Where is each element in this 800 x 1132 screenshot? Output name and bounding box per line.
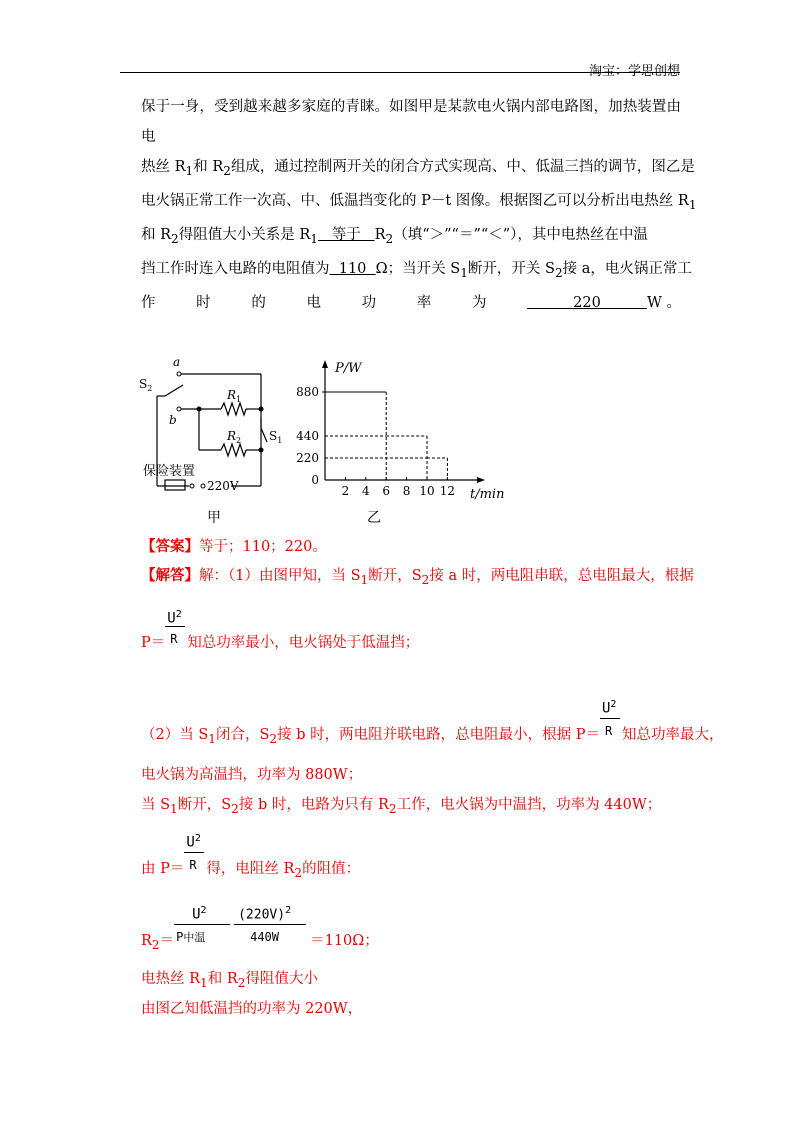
- analysis-line-1: 【解答】解：（1）由图甲知，当 $S_1$断开，$S_2$接 a 时，两电阻串联，总电阻最大，根据: [141, 567, 694, 587]
- analysis-line-3: （2）当 $S_1$闭合，$S_2$接 b 时，两电阻并联电路，总电阻最小，根据 P＝ $\frac{U^2}{R}$ 知总功率最大，: [141, 722, 723, 752]
- x-tick-label-6: 6: [382, 484, 391, 498]
- formula-u2-over-r-2: $\frac{U^2}{R}$: [600, 722, 622, 748]
- question-paragraph: [141, 92, 697, 318]
- x-tick-label-8: 8: [402, 484, 411, 498]
- label-r1: $R_1$: [227, 388, 242, 404]
- y-axis-arrow: [322, 360, 328, 368]
- x-axis-label: t/min: [470, 487, 505, 502]
- answer-blank-2: 110: [329, 260, 376, 277]
- label-r2: $R_2$: [227, 429, 242, 445]
- y-tick-label-220: 220: [296, 451, 319, 465]
- label-voltage: 220V: [207, 479, 239, 493]
- x-tick-label-10: 10: [419, 484, 435, 498]
- power-time-chart: [296, 360, 504, 526]
- answer-line: 【答案】等于；110；220。: [141, 538, 327, 555]
- question-line-3: 电火锅正常工作一次高、中、低温挡变化的 P－t 图像。根据图乙可以分析出电热丝 $R_1$: [141, 192, 697, 212]
- label-b: b: [169, 413, 177, 427]
- x-tick-label-2: 2: [341, 484, 350, 498]
- question-line-1: 保于一身，受到越来越多家庭的青睐。如图甲是某款电火锅内部电路图，加热装置由电: [141, 99, 681, 145]
- question-line-4: 和 $R_2$得阻值大小关系是 $R_1$ 等于 $R_2$（填“＞”“＝”“＜”），其中电热丝在中温: [141, 226, 648, 246]
- y-tick-label-440: 440: [296, 429, 319, 443]
- y-axis-label: P/W: [335, 361, 362, 376]
- answer-blank-1: 等于: [317, 226, 375, 243]
- label-s1: $S_1$: [269, 429, 283, 445]
- formula-u2-over-r: $\frac{U^2}{R}$: [165, 630, 187, 656]
- analysis-line-7: $R_2=$ $\frac{U^2}{\text{P中温}}$ $\frac{(220V)^2}{440W}$ ＝110Ω；: [141, 928, 379, 958]
- analysis-line-8: 电热丝 $R_1$和 $R_2$得阻值大小: [141, 971, 318, 990]
- page-header: 淘宝：学思创想: [588, 64, 680, 79]
- question-line-6: 作 时 的 电 功 率 为 220 W 。: [141, 294, 681, 311]
- formula-u2-over-r-3: $\frac{U^2}{R}$: [184, 856, 206, 882]
- caption-jia: 甲: [207, 510, 221, 526]
- label-s2: $S_2$: [139, 377, 153, 393]
- analysis-line-6: 由 P＝ $\frac{U^2}{R}$ 得，电阻丝 $R_2$的阻值：: [141, 856, 360, 886]
- chart-caption-yi: 乙: [367, 510, 381, 526]
- x-tick-label-4: 4: [361, 484, 370, 498]
- analysis-line-2: P＝ $\frac{U^2}{R}$ 知总功率最小，电火锅处于低温挡；: [141, 630, 419, 656]
- analysis-line-5: 当 $S_1$断开，$S_2$接 b 时，电路为只有 $R_2$工作，电火锅为中温挡，功率为 440W；: [141, 797, 662, 816]
- analysis-line-4: 电火锅为高温挡，功率为 880W；: [141, 767, 363, 783]
- header-divider: [120, 72, 680, 73]
- x-tick-label-12: 12: [439, 484, 456, 498]
- label-fuse: 保险装置: [143, 464, 196, 479]
- analysis-line-9: 由图乙知低温挡的功率为 220W，: [141, 1001, 363, 1017]
- question-line-5: 挡工作时连入电路的电阻值为 110 Ω；当开关 $S_1$断开，开关 $S_2$接 a，电火锅正常工: [141, 260, 692, 280]
- label-a: a: [173, 355, 181, 369]
- y-tick-label-0: 0: [311, 473, 319, 487]
- x-axis-arrow: [477, 477, 485, 483]
- question-line-2: 热丝 $R_1$和 $R_2$组成，通过控制两开关的闭合方式实现高、中、低温三挡的调节，图乙是: [141, 159, 695, 178]
- answer-blank-3: 220: [527, 294, 647, 311]
- figure-circuit-and-chart: [135, 350, 515, 530]
- y-tick-label-880: 880: [296, 385, 319, 399]
- formula-u2-over-p: $\frac{U^2}{\text{P中温}}$: [174, 928, 234, 954]
- formula-220-squared-over-440: $\frac{(220V)^2}{440W}$: [234, 928, 310, 954]
